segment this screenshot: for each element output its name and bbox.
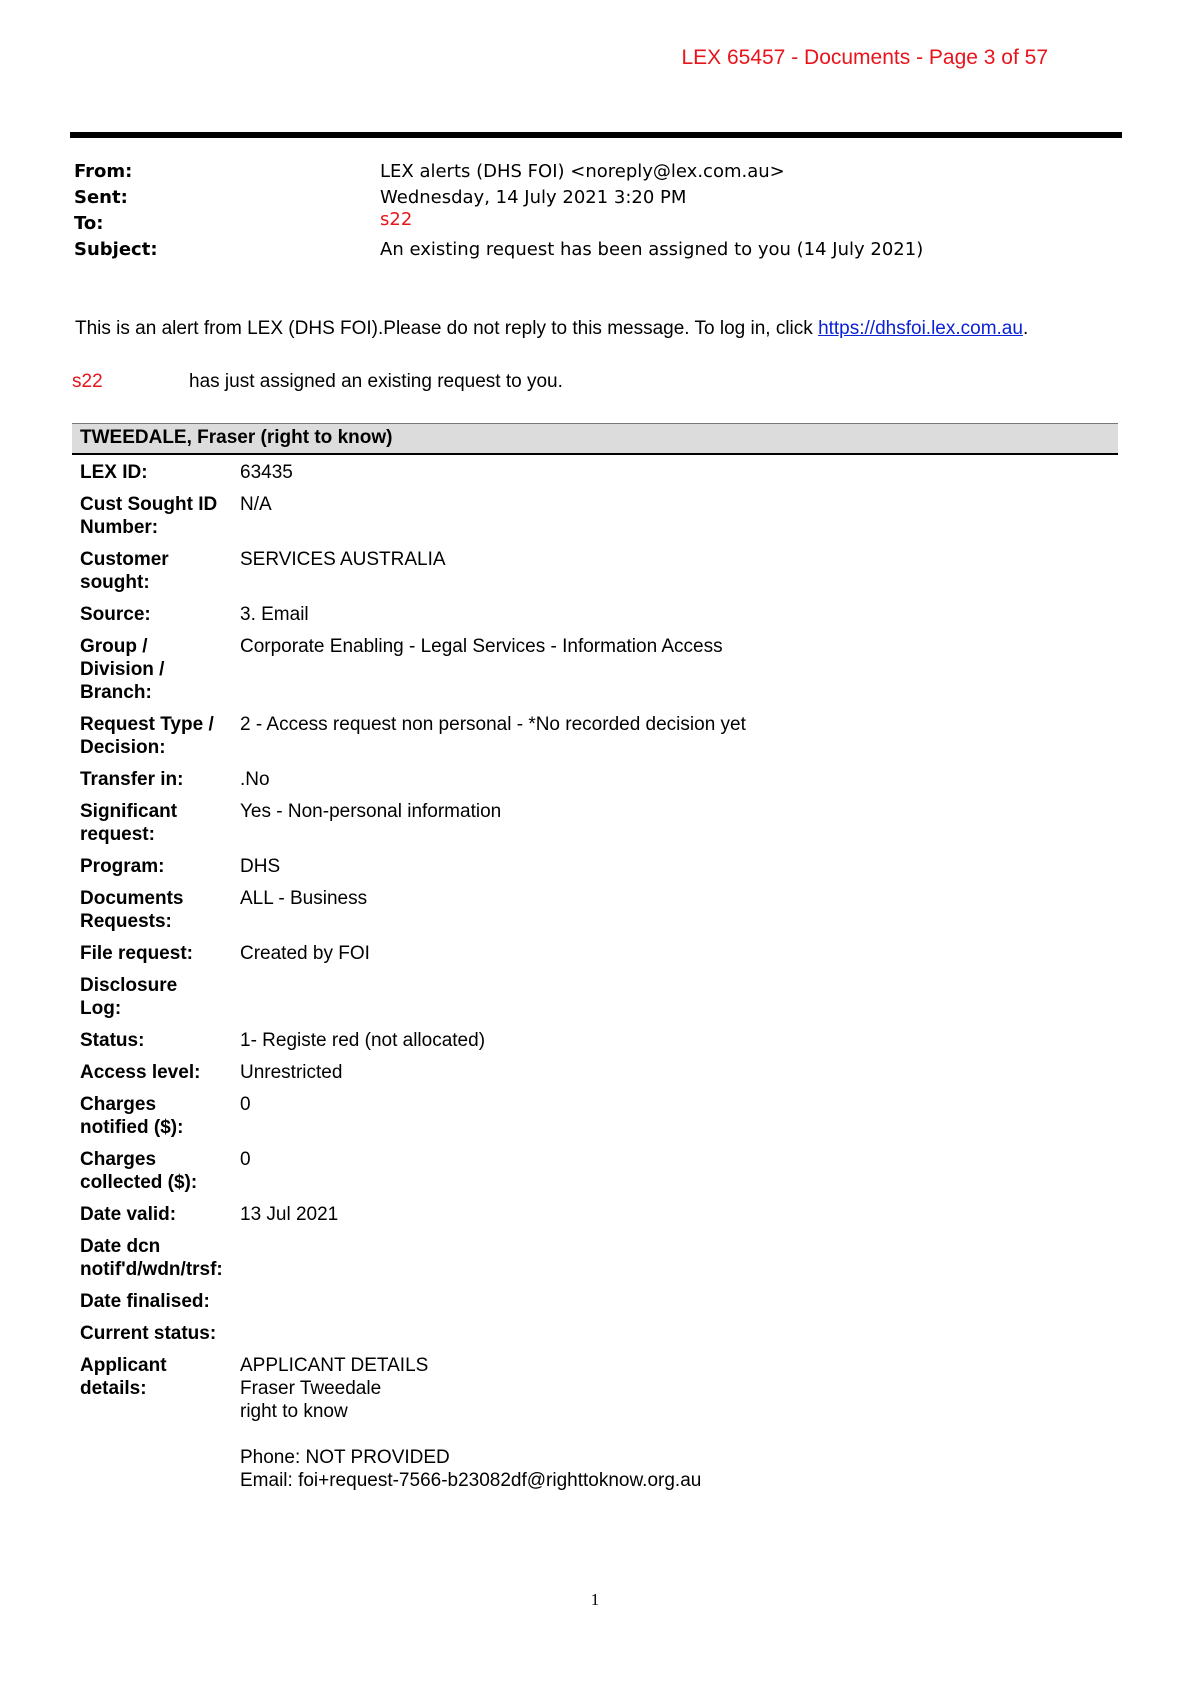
field-label-line: Customer [80,549,169,570]
field-value [240,1354,1118,1492]
field-label [72,1322,240,1345]
field-value-line: 13 Jul 2021 [240,1204,339,1225]
header-rule [70,132,1122,138]
page-header: LEX 65457 - Documents - Page 3 of 57 [681,46,1048,69]
email-header-value: An existing request has been assigned to you (14 July 2021) [380,239,924,260]
field-value-line: Unrestricted [240,1062,343,1083]
field-value-line: 1- Registe red (not allocated) [240,1030,486,1051]
field-value-line: 63435 [240,462,293,483]
field-value-line: DHS [240,856,281,877]
field-value [240,1290,1118,1313]
field-label-line: Status: [80,1030,145,1051]
record-field-row [72,461,1118,484]
record-field-row [72,713,1118,759]
field-label-line: Current status: [80,1323,217,1344]
field-value [240,800,1118,846]
field-value-line: 3. Email [240,604,309,625]
email-header-row [74,161,1074,187]
record-field-row [72,1290,1118,1313]
field-label-line: Group / [80,636,148,657]
field-label-line: Disclosure [80,975,178,996]
field-label [72,887,240,933]
field-label [72,974,240,1020]
field-label-line: Access level: [80,1062,201,1083]
field-value [240,635,1118,704]
record-field-row [72,974,1118,1020]
record-field-row [72,855,1118,878]
field-value [240,1322,1118,1345]
field-label-line: Charges [80,1149,157,1170]
field-label [72,800,240,846]
record-field-row [72,1029,1118,1052]
record-title: TWEEDALE, Fraser (right to know) [72,423,1118,455]
field-label-line: Charges [80,1094,157,1115]
field-value-line: Created by FOI [240,943,370,964]
record-field-row [72,493,1118,539]
field-label-line: Date dcn [80,1236,161,1257]
field-label [72,855,240,878]
field-value-line: 2 - Access request non personal - *No recorded decision yet [240,714,746,735]
record-field-row [72,800,1118,846]
field-label-line: LEX ID: [80,462,148,483]
field-value [240,855,1118,878]
field-label [72,1029,240,1052]
field-label-line: Number: [80,517,159,538]
email-header-label: To: [74,213,104,234]
page-number: 1 [590,1590,600,1609]
field-value [240,768,1118,791]
field-label-line: Request Type / [80,714,214,735]
field-label-line: Date valid: [80,1204,177,1225]
field-value-line: 0 [240,1094,251,1115]
field-value-line: .No [240,769,270,790]
field-value [240,974,1118,1020]
field-label-line: Source: [80,604,151,625]
field-label [72,1148,240,1194]
field-value [240,1029,1118,1052]
field-label [72,942,240,965]
field-label-line: request: [80,824,155,845]
record-fields [72,461,1118,1492]
field-value-line: Email: foi+request-7566-b23082df@righttoknow.org.au [240,1470,702,1491]
field-value-line: Yes - Non-personal information [240,801,502,822]
record-field-row [72,635,1118,704]
field-label [72,1061,240,1084]
record-field-row [72,1235,1118,1281]
field-value-line: SERVICES AUSTRALIA [240,549,446,570]
field-label-line: Branch: [80,682,152,703]
record-field-row [72,942,1118,965]
field-value [240,1235,1118,1281]
field-label [72,635,240,704]
email-header-label: Sent: [74,187,128,208]
field-value-line: right to know [240,1401,348,1422]
field-label [72,1290,240,1313]
email-headers [74,161,1074,265]
field-value [240,942,1118,965]
field-label [72,493,240,539]
field-label-line: Significant [80,801,178,822]
field-label-line: notif'd/wdn/trsf: [80,1259,223,1280]
field-value-line: Fraser Tweedale [240,1378,382,1399]
field-label [72,1203,240,1226]
field-label-line: Documents [80,888,184,909]
intro-text [75,318,1028,340]
record-field-row [72,768,1118,791]
field-label-line: Requests: [80,911,172,932]
record-field-row [72,1354,1118,1492]
field-value [240,1093,1118,1139]
field-label [72,1235,240,1281]
field-value [240,713,1118,759]
email-header-value: Wednesday, 14 July 2021 3:20 PM [380,187,687,208]
field-label-line: Division / [80,659,165,680]
field-label-line: notified ($): [80,1117,184,1138]
field-label-line: sought: [80,572,150,593]
field-label-line: Transfer in: [80,769,184,790]
email-header-row [74,239,1074,265]
field-value [240,461,1118,484]
redaction-mark: s22 [72,371,103,392]
field-label-line: Program: [80,856,165,877]
email-header-label: Subject: [74,239,158,260]
record-field-row [72,1093,1118,1139]
field-label-line: Decision: [80,737,166,758]
field-value-line: ALL - Business [240,888,368,909]
field-label [72,603,240,626]
field-label-line: Cust Sought ID [80,494,218,515]
field-label-line: File request: [80,943,193,964]
field-label [72,461,240,484]
field-label [72,768,240,791]
field-value-line: 0 [240,1149,251,1170]
field-value [240,1061,1118,1084]
field-value-line [240,1235,1118,1258]
record-field-row [72,1148,1118,1194]
field-value-line: APPLICANT DETAILS [240,1355,429,1376]
field-value-line: Corporate Enabling - Legal Services - Information Access [240,636,723,657]
field-value [240,548,1118,594]
login-link[interactable]: https://dhsfoi.lex.com.au [818,318,1023,339]
field-label-line: Log: [80,998,122,1019]
field-label [72,1354,240,1492]
field-label [72,713,240,759]
field-value-line: N/A [240,494,272,515]
email-header-row [74,187,1074,213]
email-header-row [74,209,1074,239]
field-label [72,548,240,594]
field-value [240,1148,1118,1194]
record-field-row [72,1061,1118,1084]
email-header-value: LEX alerts (DHS FOI) <noreply@lex.com.au> [380,161,785,182]
field-value-line [240,1290,1118,1313]
record-field-row [72,1322,1118,1345]
assignment-line [72,371,563,393]
field-value [240,1203,1118,1226]
intro-suffix: . [1022,318,1029,339]
field-value-line [240,974,1118,997]
assignment-message: has just assigned an existing request to you. [189,371,563,392]
email-header-label: From: [74,161,133,182]
field-label-line: collected ($): [80,1172,198,1193]
field-label-line: Applicant [80,1355,167,1376]
field-label-line: Date finalised: [80,1291,210,1312]
field-value [240,887,1118,933]
field-label-line: details: [80,1378,147,1399]
intro-message: This is an alert from LEX (DHS FOI).Please do not reply to this message. To log in, click [75,318,819,339]
record-field-row [72,1203,1118,1226]
field-label [72,1093,240,1139]
field-value [240,603,1118,626]
request-record [72,423,1118,1501]
record-field-row [72,603,1118,626]
field-value [240,493,1118,539]
field-value-line [240,1322,1118,1345]
field-value-line [240,1423,1118,1446]
field-value-line: Phone: NOT PROVIDED [240,1447,450,1468]
record-field-row [72,887,1118,933]
record-field-row [72,548,1118,594]
redaction-mark: s22 [380,209,413,230]
